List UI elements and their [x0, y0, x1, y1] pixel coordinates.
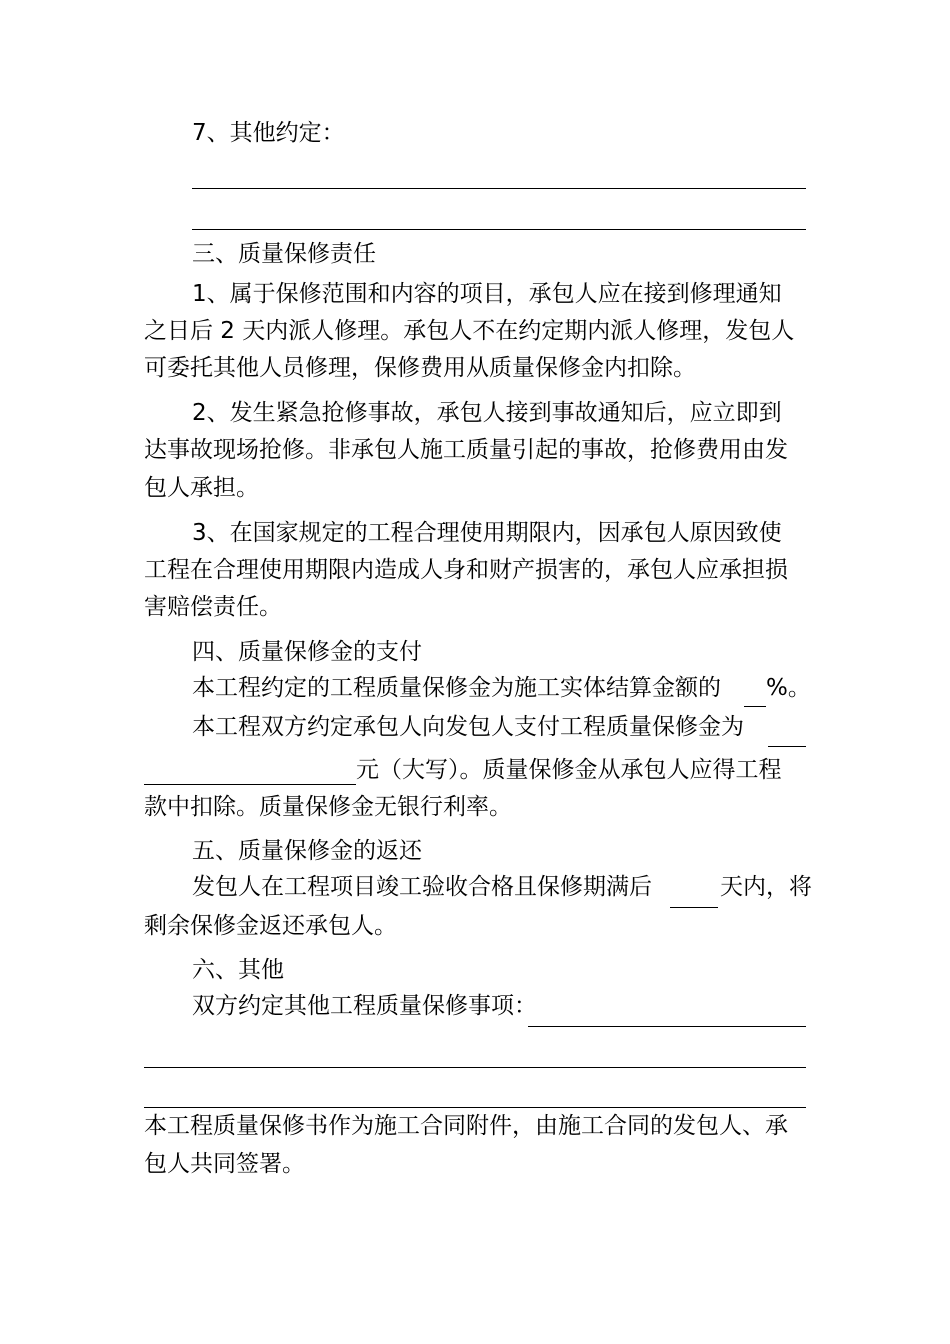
fill-line[interactable]: [192, 188, 806, 189]
sec4-p3-text: 元（大写）。质量保修金从承包人应得工程: [356, 757, 782, 783]
sec3-p3-line1: 3、在国家规定的工程合理使用期限内，因承包人原因致使: [192, 520, 782, 546]
sec3-p2-line1: 2、发生紧急抢修事故，承包人接到事故通知后，应立即到: [192, 400, 782, 426]
sec3-p1-line3: 可委托其他人员修理，保修费用从质量保修金内扣除。: [144, 355, 696, 381]
sec3-p3-line3: 害赔偿责任。: [144, 594, 282, 620]
fill-line[interactable]: [144, 1107, 806, 1108]
sec3-p2-line2: 达事故现场抢修。非承包人施工质量引起的事故，抢修费用由发: [144, 437, 788, 463]
amount-blank-end[interactable]: [768, 746, 806, 747]
sec3-p2-line3: 包人承担。: [144, 475, 259, 501]
sec5-p2-text: 剩余保修金返还承包人。: [144, 913, 397, 939]
other-matters-blank[interactable]: [528, 1026, 806, 1027]
item-7-other-agreements: 7、其他约定：: [192, 120, 345, 146]
sec6-p1-text: 双方约定其他工程质量保修事项：: [192, 993, 537, 1019]
fill-line[interactable]: [192, 229, 806, 230]
section-3-heading: 三、质量保修责任: [192, 241, 376, 267]
sec3-p1-line2: 之日后 2 天内派人修理。承包人不在约定期内派人修理，发包人: [144, 318, 795, 344]
closing-line2: 包人共同签署。: [144, 1151, 305, 1177]
sec4-p1-suffix: %。: [766, 675, 811, 701]
sec4-p1-text: 本工程约定的工程质量保修金为施工实体结算金额的: [192, 675, 721, 701]
section-5-heading: 五、质量保修金的返还: [192, 838, 422, 864]
sec3-p3-line2: 工程在合理使用期限内造成人身和财产损害的，承包人应承担损: [144, 557, 788, 583]
days-blank[interactable]: [670, 907, 718, 908]
section-4-heading: 四、质量保修金的支付: [192, 639, 422, 665]
section-6-heading: 六、其他: [192, 957, 284, 983]
sec3-p1-line1: 1、属于保修范围和内容的项目，承包人应在接到修理通知: [192, 281, 782, 307]
closing-line1: 本工程质量保修书作为施工合同附件，由施工合同的发包人、承: [144, 1113, 788, 1139]
amount-words-blank[interactable]: [144, 784, 356, 785]
percent-blank[interactable]: [744, 706, 766, 707]
sec5-p1-text: 发包人在工程项目竣工验收合格且保修期满后: [192, 874, 652, 900]
sec4-p4-text: 款中扣除。质量保修金无银行利率。: [144, 794, 512, 820]
sec4-p2-text: 本工程双方约定承包人向发包人支付工程质量保修金为: [192, 714, 744, 740]
fill-line[interactable]: [144, 1067, 806, 1068]
sec5-p1-suffix: 天内，将: [720, 874, 812, 900]
